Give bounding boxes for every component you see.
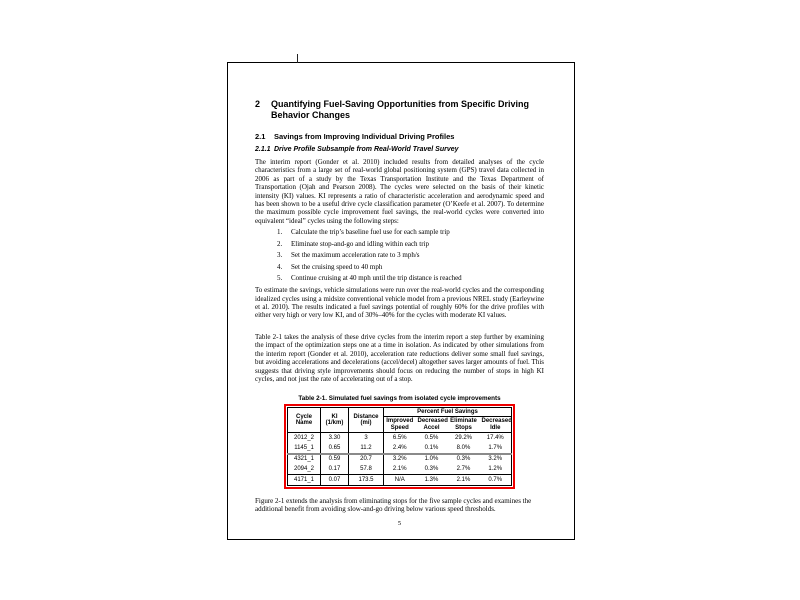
page-number: 5: [397, 520, 402, 528]
list-item-text: Continue cruising at 40 mph until the trip distance is reached: [291, 274, 462, 283]
table-cell: 0.65: [321, 443, 349, 454]
list-item-text: Set the cruising speed to 40 mph: [291, 262, 383, 271]
table-cell: 2.7%: [456, 465, 471, 472]
table-cell: 17.4%: [486, 434, 504, 441]
subsubsection-heading-number: 2.1.1: [255, 146, 271, 153]
paragraph-1: The interim report (Gonder et al. 2010) included results from detailed analyses of the cycle characteristics from a large set of real-world global positioning system (GPS) travel data collected in 2006 as part of a study by the Texas Transportation Institute and the Texas Department of Transportation (Ojah and Pearson 2008). The cycles were selected on the basis of their kinetic intensity (KI) values. KI represents a ratio of characteristic acceleration and aerodynamic speed and has been shown to be a useful drive cycle classification parameter (O’Keefe et al. 2007). To determine the maximum possible cycle improvement fuel savings, the real-world cycles were converted into equivalent “ideal” cycles using the following steps:: [255, 158, 544, 225]
numbered-list: [255, 228, 544, 282]
table-row: [288, 433, 512, 444]
section-heading: [255, 99, 544, 121]
section-heading-text: Quantifying Fuel-Saving Opportunities from Specific Driving Behavior Changes: [271, 99, 530, 120]
report-page: [227, 62, 575, 540]
subsubsection-heading: [255, 145, 544, 154]
table-cell: 3.30: [321, 433, 349, 444]
table-cell: 1.7%: [488, 444, 503, 451]
table-cell: 2.1%: [392, 465, 407, 472]
list-item-text: Calculate the trip’s baseline fuel use for each sample trip: [291, 228, 450, 237]
table-row: [288, 454, 512, 465]
table-cell: 3.2%: [392, 456, 407, 463]
list-item-number: 3.: [277, 251, 283, 260]
paragraph-4: Figure 2-1 extends the analysis from eliminating stops for the five sample cycles and examines the additional benefit from avoiding slow-and-go driving below various speed thresholds.: [255, 496, 532, 513]
table-cell: 2094_2: [288, 464, 321, 475]
table-highlight-box: [284, 404, 515, 488]
table-cell: N/A: [394, 476, 405, 483]
list-item-text: Eliminate stop-and-go and idling within each trip: [291, 239, 430, 248]
subsection-heading-number: 2.1: [255, 132, 266, 141]
table-cell: 0.17: [321, 464, 349, 475]
table-header: [288, 408, 512, 433]
list-item-number: 5.: [277, 274, 283, 283]
subsection-heading-text: Savings from Improving Individual Driving Profiles: [274, 132, 455, 141]
list-item-number: 4.: [277, 262, 283, 271]
table-cell: 2012_2: [288, 433, 321, 444]
table-row: [288, 443, 512, 454]
table-row: [288, 475, 512, 486]
table-cell: 0.3%: [456, 456, 471, 463]
list-item-text: Set the maximum acceleration rate to 3 mph/s: [291, 251, 420, 260]
table-cell: 1.0%: [424, 456, 439, 463]
table-cell: 3.2%: [488, 456, 503, 463]
list-item-number: 1.: [277, 228, 283, 237]
list-item: [277, 228, 544, 236]
list-item-number: 2.: [277, 239, 283, 248]
table-cell: 0.1%: [424, 444, 439, 451]
column-subheader-decreased-accel: Decreased Accel: [417, 417, 448, 431]
table-cell: 1.2%: [488, 465, 503, 472]
table-cell: 0.5%: [424, 434, 439, 441]
table-cell: 2.1%: [456, 476, 471, 483]
table-cell: 11.2: [349, 443, 384, 454]
table-cell: 8.0%: [456, 444, 471, 451]
table-cell: 3: [349, 433, 384, 444]
table-cell: 57.8: [349, 464, 384, 475]
table-cell: 6.5%: [392, 434, 407, 441]
page-content: [228, 63, 574, 527]
table-cell: 2.4%: [392, 444, 407, 451]
table-cell: 20.7: [349, 454, 384, 465]
column-subheader-decreased-idle: Decreased Idle: [481, 417, 512, 431]
column-header-distance: Distance (mi): [349, 408, 384, 433]
table-cell: 4321_1: [288, 454, 321, 465]
table-cell: 4171_1: [288, 475, 321, 486]
page-top-tick-mark: [297, 54, 298, 63]
paragraph-2: To estimate the savings, vehicle simulations were run over the real-world cycles and the corresponding idealized cycles using a midsize conventional vehicle model from a previous NREL study (Earleywine et al. 2010). The results indicated a fuel savings potential of roughly 60% for the drive profiles with either very high or very low KI, and of 30%–40% for the cycles with moderate KI values.: [255, 286, 544, 320]
table-cell: 0.3%: [424, 465, 439, 472]
section-heading-number: 2: [255, 99, 261, 109]
column-subheader-eliminate-stops: Eliminate Stops: [450, 417, 477, 431]
table-cell: 1.3%: [424, 476, 439, 483]
column-header-cycle-name: Cycle Name: [288, 408, 321, 433]
list-item: [277, 274, 544, 282]
fuel-savings-table: [287, 407, 512, 485]
subsection-heading: [255, 132, 544, 141]
table-row: [288, 464, 512, 475]
list-item: [277, 240, 544, 248]
table-cell: 0.59: [321, 454, 349, 465]
column-group-header-percent-fuel-savings: Percent Fuel Savings: [384, 408, 512, 417]
list-item: [277, 251, 544, 259]
table-cell: 173.5: [349, 475, 384, 486]
table-cell: 1145_1: [288, 443, 321, 454]
column-header-ki: KI (1/km): [321, 408, 349, 433]
table-cell: 0.07: [321, 475, 349, 486]
subsubsection-heading-text: Drive Profile Subsample from Real-World Travel Survey: [274, 146, 459, 153]
table-cell: 29.2%: [454, 434, 472, 441]
list-item: [277, 263, 544, 271]
paragraph-3: Table 2-1 takes the analysis of these drive cycles from the interim report a step further by examining the impact of the optimization steps one at a time in isolation. As indicated by other simulations from the interim report (Gonder et al. 2010), acceleration rate reductions deliver some small fuel savings, but avoiding accelerations and decelerations (accel/decel) altogether saves larger amounts of fuel. This suggests that driving style improvements should focus on reducing the number of stops in high KI cycles, and not just the rate of accelerating out of a stop.: [255, 332, 544, 383]
table-cell: 0.7%: [488, 476, 503, 483]
column-subheader-improved-speed: Improved Speed: [386, 417, 414, 431]
table-caption: Table 2-1. Simulated fuel savings from isolated cycle improvements: [298, 395, 501, 403]
